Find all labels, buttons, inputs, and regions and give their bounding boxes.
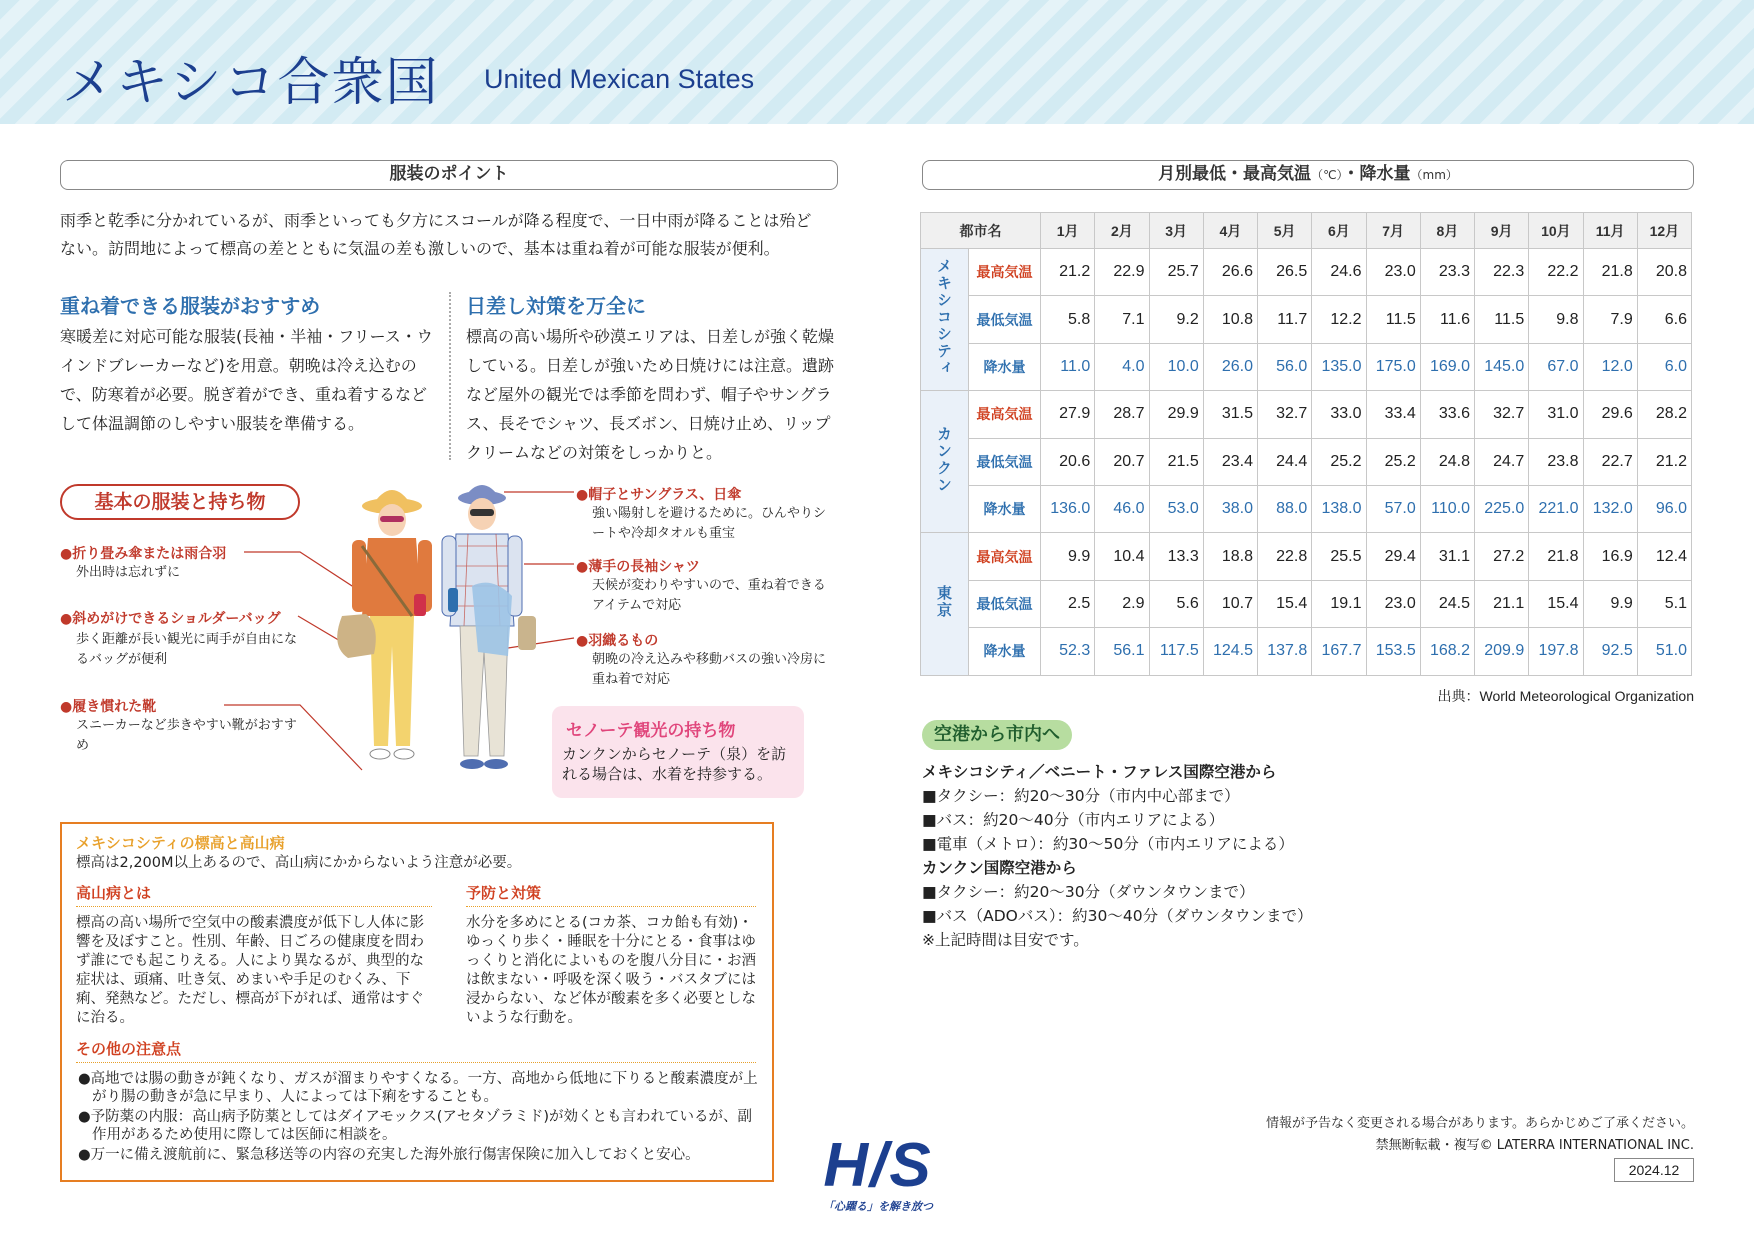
climate-value-cell: 23.3 [1420, 249, 1474, 296]
mexico-airport-heading: メキシコシティ／ベニート・ファレス国際空港から [922, 763, 1277, 781]
climate-row-max [921, 249, 1692, 296]
climate-value-cell: 25.2 [1366, 438, 1420, 485]
month-header: 6月 [1312, 213, 1366, 249]
altitude-sickness-heading: 高山病とは [76, 884, 152, 902]
climate-value-cell: 153.5 [1366, 628, 1420, 675]
row-label-min: 最低気温 [969, 438, 1041, 485]
climate-row-rain [921, 485, 1692, 532]
climate-value-cell: 25.5 [1312, 533, 1366, 580]
climate-title-unit-temp: （℃） [1311, 168, 1343, 182]
climate-value-cell: 20.7 [1095, 438, 1149, 485]
climate-value-cell: 67.0 [1529, 343, 1583, 390]
climate-value-cell: 26.6 [1203, 249, 1257, 296]
climate-value-cell: 24.8 [1420, 438, 1474, 485]
climate-value-cell: 19.1 [1312, 580, 1366, 627]
other-notes-rule [76, 1062, 756, 1063]
climate-value-cell: 2.9 [1095, 580, 1149, 627]
climate-row-rain [921, 628, 1692, 675]
climate-value-cell: 23.8 [1529, 438, 1583, 485]
layering-heading: 重ね着できる服装がおすすめ [60, 294, 321, 318]
climate-row-min [921, 580, 1692, 627]
climate-value-cell: 33.4 [1366, 391, 1420, 438]
climate-value-cell: 10.7 [1203, 580, 1257, 627]
callout-umbrella-text: 外出時は忘れずに [76, 565, 181, 580]
climate-value-cell: 225.0 [1475, 485, 1529, 532]
climate-value-cell: 167.7 [1312, 628, 1366, 675]
climate-row-max [921, 391, 1692, 438]
climate-value-cell: 11.0 [1041, 343, 1095, 390]
row-label-rain: 降水量 [969, 343, 1041, 390]
climate-value-cell: 12.2 [1312, 296, 1366, 343]
climate-value-cell: 25.2 [1312, 438, 1366, 485]
climate-value-cell: 46.0 [1095, 485, 1149, 532]
month-header: 2月 [1095, 213, 1149, 249]
climate-value-cell: 57.0 [1366, 485, 1420, 532]
climate-value-cell: 88.0 [1258, 485, 1312, 532]
prevention-heading: 予防と対策 [466, 884, 542, 902]
climate-value-cell: 51.0 [1637, 628, 1691, 675]
climate-value-cell: 23.0 [1366, 249, 1420, 296]
climate-value-cell: 29.9 [1149, 391, 1203, 438]
city-name-cell [921, 391, 969, 533]
climate-title-main: 月別最低・最高気温 [1158, 164, 1312, 184]
climate-value-cell: 5.6 [1149, 580, 1203, 627]
climate-value-cell: 110.0 [1420, 485, 1474, 532]
climate-value-cell: 2.5 [1041, 580, 1095, 627]
climate-value-cell: 7.1 [1095, 296, 1149, 343]
climate-value-cell: 21.8 [1529, 533, 1583, 580]
mexico-airport-item: ■電車（メトロ）：約30～50分（市内エリアによる） [922, 835, 1294, 853]
airport-section-title: 空港から市内へ [922, 720, 1072, 750]
month-header: 12月 [1637, 213, 1691, 249]
climate-value-cell: 10.8 [1203, 296, 1257, 343]
climate-value-cell: 28.7 [1095, 391, 1149, 438]
callout-hat-text: 強い陽射しを避けるために。ひんやりシートや冷却タオルも重宝 [592, 506, 827, 541]
climate-value-cell: 9.2 [1149, 296, 1203, 343]
climate-value-cell: 28.2 [1637, 391, 1691, 438]
climate-value-cell: 92.5 [1583, 628, 1637, 675]
month-header: 7月 [1366, 213, 1420, 249]
climate-value-cell: 20.6 [1041, 438, 1095, 485]
callout-bag-text: 歩く距離が長い観光に両手が自由になるバッグが便利 [76, 632, 298, 667]
month-header: 10月 [1529, 213, 1583, 249]
month-header: 1月 [1041, 213, 1095, 249]
his-logo-tagline: 「心躍る」を解き放つ [823, 1200, 933, 1213]
climate-value-cell: 26.5 [1258, 249, 1312, 296]
city-name-cell [921, 249, 969, 391]
row-label-max: 最高気温 [969, 391, 1041, 438]
climate-row-min [921, 296, 1692, 343]
city-name: メキシコシティ [935, 258, 953, 378]
callout-shirt-heading: ●薄手の長袖シャツ [576, 559, 700, 575]
row-label-rain: 降水量 [969, 485, 1041, 532]
climate-value-cell: 38.0 [1203, 485, 1257, 532]
climate-value-cell: 137.8 [1258, 628, 1312, 675]
cancun-airport-item: ■バス（ADOバス）：約30～40分（ダウンタウンまで） [922, 907, 1313, 925]
climate-row-max [921, 533, 1692, 580]
climate-value-cell: 27.2 [1475, 533, 1529, 580]
row-label-max: 最高気温 [969, 533, 1041, 580]
climate-value-cell: 24.6 [1312, 249, 1366, 296]
climate-value-cell: 24.7 [1475, 438, 1529, 485]
row-label-min: 最低気温 [969, 296, 1041, 343]
climate-value-cell: 11.7 [1258, 296, 1312, 343]
airport-time-note: ※上記時間は目安です。 [922, 931, 1089, 949]
climate-value-cell: 11.5 [1475, 296, 1529, 343]
climate-value-cell: 136.0 [1041, 485, 1095, 532]
climate-value-cell: 15.4 [1258, 580, 1312, 627]
climate-value-cell: 11.6 [1420, 296, 1474, 343]
climate-value-cell: 27.9 [1041, 391, 1095, 438]
travelers-illustration [322, 476, 544, 798]
page-title-english: United Mexican States [484, 64, 755, 94]
climate-header-row [921, 213, 1692, 249]
mexico-airport-item: ■タクシー：約20～30分（市内中心部まで） [922, 787, 1240, 805]
climate-value-cell: 9.8 [1529, 296, 1583, 343]
issue-date: 2024.12 [1614, 1158, 1694, 1182]
cancun-airport-item: ■タクシー：約20～30分（ダウンタウンまで） [922, 883, 1255, 901]
climate-value-cell: 21.2 [1041, 249, 1095, 296]
altitude-sickness-text: 標高の高い場所で空気中の酸素濃度が低下し人体に影響を及ぼすこと。性別、年齢、日ごろの健康度を問わず誰にでも起こりえる。人により異なるが、典型的な症状は、頭痛、吐き気、めまいや手足のむくみ、下痢、発熱など。ただし、標高が下がれば、通常はすぐに治る。 [76, 915, 424, 1026]
climate-value-cell: 10.0 [1149, 343, 1203, 390]
climate-value-cell: 33.0 [1312, 391, 1366, 438]
callout-umbrella-heading: ●折り畳み傘または雨合羽 [60, 546, 227, 562]
climate-value-cell: 22.7 [1583, 438, 1637, 485]
altitude-heading: メキシコシティの標高と高山病 [76, 834, 285, 852]
city-name-cell [921, 533, 969, 675]
clothing-intro-line-2: ない。訪問地によって標高の差とともに気温の差も激しいので、基本は重ね着が可能な服装が便利。 [60, 239, 780, 258]
layering-text: 寒暖差に対応可能な服装(長袖・半袖・フリース・ウインドブレーカーなど)を用意。朝晩は冷え込むので、防寒着が必要。脱ぎ着ができ、重ね着するなどして体温調節のしやすい服装を準備する。 [60, 327, 433, 433]
climate-value-cell: 20.8 [1637, 249, 1691, 296]
climate-value-cell: 24.4 [1258, 438, 1312, 485]
clothing-section-title: 服装のポイント [60, 160, 838, 190]
climate-value-cell: 23.0 [1366, 580, 1420, 627]
climate-value-cell: 56.0 [1258, 343, 1312, 390]
climate-value-cell: 132.0 [1583, 485, 1637, 532]
climate-value-cell: 12.4 [1637, 533, 1691, 580]
climate-section-title [922, 160, 1694, 190]
climate-value-cell: 169.0 [1420, 343, 1474, 390]
climate-value-cell: 32.7 [1475, 391, 1529, 438]
climate-value-cell: 138.0 [1312, 485, 1366, 532]
other-note-item: ●予防薬の内服：高山病予防薬としてはダイアモックス(アセタゾラミド)が効くとも言われているが、副作用があるため使用に際しては医師に相談を。 [78, 1109, 752, 1143]
callout-shoes-text: スニーカーなど歩きやすい靴がおすすめ [76, 718, 297, 753]
climate-value-cell: 22.9 [1095, 249, 1149, 296]
climate-value-cell: 9.9 [1041, 533, 1095, 580]
prevention-heading-rule [466, 906, 756, 907]
climate-row-rain [921, 343, 1692, 390]
change-notice: 情報が予告なく変更される場合があります。あらかじめご了承ください。 [1266, 1116, 1694, 1131]
climate-source: 出典：World Meteorological Organization [1437, 688, 1694, 704]
climate-value-cell: 15.4 [1529, 580, 1583, 627]
climate-value-cell: 29.6 [1583, 391, 1637, 438]
month-header: 8月 [1420, 213, 1474, 249]
climate-value-cell: 33.6 [1420, 391, 1474, 438]
climate-value-cell: 31.1 [1420, 533, 1474, 580]
climate-value-cell: 9.9 [1583, 580, 1637, 627]
his-logo [810, 1131, 946, 1214]
climate-value-cell: 5.1 [1637, 580, 1691, 627]
climate-value-cell: 53.0 [1149, 485, 1203, 532]
month-header: 9月 [1475, 213, 1529, 249]
climate-value-cell: 24.5 [1420, 580, 1474, 627]
climate-value-cell: 13.3 [1149, 533, 1203, 580]
climate-value-cell: 21.8 [1583, 249, 1637, 296]
climate-value-cell: 7.9 [1583, 296, 1637, 343]
altitude-intro: 標高は2,200M以上あるので、高山病にかからないよう注意が必要。 [76, 855, 522, 871]
other-notes-heading: その他の注意点 [76, 1040, 182, 1058]
callout-jacket-heading: ●羽織るもの [576, 633, 659, 649]
prevention-text: 水分を多めにとる(コカ茶、コカ飴も有効)・ゆっくり歩く・睡眠を十分にとる・食事はゆっくりと消化によいものを腹八分目に・お酒は飲まない・呼吸を深く吸う・バスタブには浸からない、など体が酸素を多く必要としないような行動を。 [466, 915, 756, 1026]
row-label-min: 最低気温 [969, 580, 1041, 627]
sickness-heading-rule [76, 906, 432, 907]
climate-value-cell: 16.9 [1583, 533, 1637, 580]
climate-value-cell: 56.1 [1095, 628, 1149, 675]
climate-value-cell: 29.4 [1366, 533, 1420, 580]
climate-value-cell: 12.0 [1583, 343, 1637, 390]
climate-value-cell: 32.7 [1258, 391, 1312, 438]
climate-value-cell: 168.2 [1420, 628, 1474, 675]
climate-value-cell: 21.1 [1475, 580, 1529, 627]
row-label-rain: 降水量 [969, 628, 1041, 675]
climate-row-min [921, 438, 1692, 485]
climate-table [920, 212, 1692, 676]
climate-value-cell: 124.5 [1203, 628, 1257, 675]
month-header: 5月 [1258, 213, 1312, 249]
city-column-header: 都市名 [921, 213, 1041, 249]
city-name: 東京 [935, 584, 953, 619]
climate-value-cell: 22.3 [1475, 249, 1529, 296]
city-name: カンクン [935, 425, 953, 494]
climate-value-cell: 6.6 [1637, 296, 1691, 343]
month-header: 3月 [1149, 213, 1203, 249]
climate-value-cell: 11.5 [1366, 296, 1420, 343]
his-logo-text: H/S [823, 1131, 933, 1200]
page-title: メキシコ合衆国 [62, 53, 440, 113]
copyright: 禁無断転載・複写© LATERRA INTERNATIONAL INC. [1375, 1138, 1694, 1153]
cenote-heading: セノーテ観光の持ち物 [566, 721, 736, 741]
climate-value-cell: 22.8 [1258, 533, 1312, 580]
climate-value-cell: 175.0 [1366, 343, 1420, 390]
climate-title-mid: ・降水量 [1342, 164, 1411, 184]
climate-value-cell: 117.5 [1149, 628, 1203, 675]
climate-value-cell: 26.0 [1203, 343, 1257, 390]
climate-table-body [921, 249, 1692, 676]
climate-value-cell: 25.7 [1149, 249, 1203, 296]
callout-bag-heading: ●斜めがけできるショルダーバッグ [60, 611, 281, 627]
callout-jacket-text: 朝晩の冷え込みや移動バスの強い冷房に重ね着で対応 [592, 652, 827, 687]
climate-title-unit-rain: （mm） [1410, 168, 1458, 182]
climate-value-cell: 145.0 [1475, 343, 1529, 390]
callout-shirt-text: 天候が変わりやすいので、重ね着できるアイテムで対応 [592, 578, 826, 613]
climate-value-cell: 5.8 [1041, 296, 1095, 343]
month-header: 4月 [1203, 213, 1257, 249]
other-note-item: ●高地では腸の動きが鈍くなり、ガスが溜まりやすくなる。一方、高地から低地に下りると酸素濃度が上がり腸の動きが急に早まり、人によっては下痢をすることも。 [78, 1071, 758, 1105]
cancun-airport-heading: カンクン国際空港から [922, 859, 1077, 877]
climate-value-cell: 6.0 [1637, 343, 1691, 390]
climate-value-cell: 209.9 [1475, 628, 1529, 675]
climate-value-cell: 4.0 [1095, 343, 1149, 390]
climate-value-cell: 135.0 [1312, 343, 1366, 390]
climate-value-cell: 22.2 [1529, 249, 1583, 296]
sun-protection-text: 標高の高い場所や砂漠エリアは、日差しが強く乾燥している。日差しが強いため日焼けには注意。遺跡など屋外の観光では季節を問わず、帽子やサングラス、長そでシャツ、長ズボン、日焼け止め、リップクリームなどの対策をしっかりと。 [466, 327, 835, 462]
other-note-item: ●万一に備え渡航前に、緊急移送等の内容の充実した海外旅行傷害保険に加入しておくと安心。 [78, 1147, 700, 1163]
climate-value-cell: 221.0 [1529, 485, 1583, 532]
climate-value-cell: 21.2 [1637, 438, 1691, 485]
climate-value-cell: 96.0 [1637, 485, 1691, 532]
row-label-max: 最高気温 [969, 249, 1041, 296]
climate-value-cell: 21.5 [1149, 438, 1203, 485]
cenote-text: カンクンからセノーテ（泉）を訪れる場合は、水着を持参する。 [562, 745, 787, 783]
climate-value-cell: 10.4 [1095, 533, 1149, 580]
clothing-intro-line-1: 雨季と乾季に分かれているが、雨季といっても夕方にスコールが降る程度で、一日中雨が降ることは殆ど [60, 211, 812, 230]
sun-protection-heading: 日差し対策を万全に [466, 294, 646, 318]
climate-value-cell: 23.4 [1203, 438, 1257, 485]
climate-value-cell: 52.3 [1041, 628, 1095, 675]
month-header: 11月 [1583, 213, 1637, 249]
basic-items-title: 基本の服装と持ち物 [60, 484, 300, 520]
callout-shoes-heading: ●履き慣れた靴 [60, 699, 157, 715]
climate-value-cell: 18.8 [1203, 533, 1257, 580]
climate-value-cell: 197.8 [1529, 628, 1583, 675]
climate-value-cell: 31.5 [1203, 391, 1257, 438]
climate-value-cell: 31.0 [1529, 391, 1583, 438]
callout-hat-heading: ●帽子とサングラス、日傘 [576, 487, 742, 503]
mexico-airport-item: ■バス：約20～40分（市内エリアによる） [922, 811, 1225, 829]
